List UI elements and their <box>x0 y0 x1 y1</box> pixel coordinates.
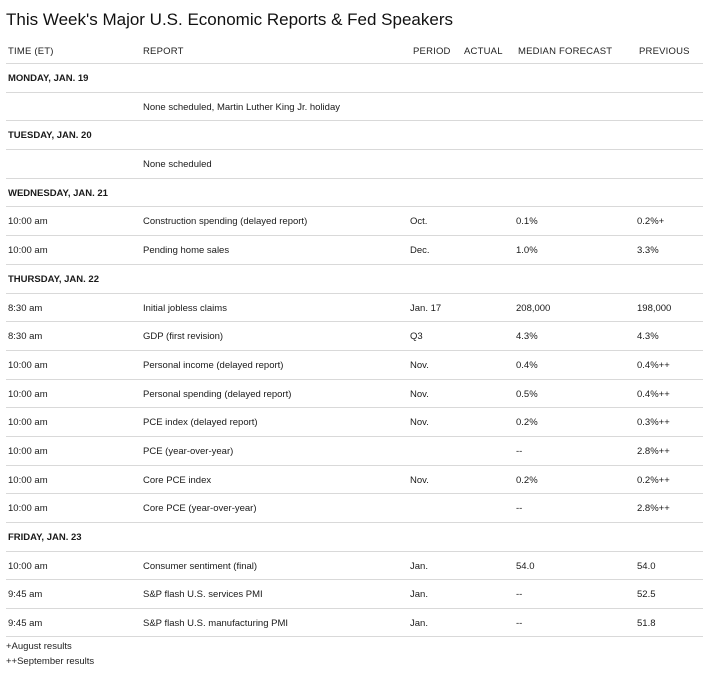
cell-time: 9:45 am <box>8 618 43 630</box>
day-header-row <box>6 178 703 207</box>
cell-period: Nov. <box>410 359 429 371</box>
table-row <box>6 206 703 235</box>
cell-time: 8:30 am <box>8 302 43 314</box>
cell-time: 10:00 am <box>8 388 48 400</box>
cell-period: Oct. <box>410 216 428 228</box>
day-header-row <box>6 63 703 92</box>
cell-time: 9:45 am <box>8 589 43 601</box>
cell-report: None scheduled <box>143 159 212 171</box>
cell-previous: 52.5 <box>637 589 656 601</box>
cell-report: PCE (year-over-year) <box>143 445 234 457</box>
page-title: This Week's Major U.S. Economic Reports & Fed Speakers <box>6 10 453 29</box>
table-row <box>6 465 703 494</box>
cell-median-forecast: 0.5% <box>516 388 538 400</box>
cell-median-forecast: 208,000 <box>516 302 551 314</box>
cell-time: 8:30 am <box>8 331 43 343</box>
cell-median-forecast: -- <box>516 589 523 601</box>
cell-time: 10:00 am <box>8 560 48 572</box>
cell-report: PCE index (delayed report) <box>143 417 258 429</box>
table-row <box>6 293 703 322</box>
cell-median-forecast: 0.1% <box>516 216 538 228</box>
day-header-row <box>6 522 703 551</box>
cell-period: Jan. <box>410 589 428 601</box>
cell-previous: 0.2%++ <box>637 474 670 486</box>
footnote: +August results <box>6 641 72 652</box>
day-label: THURSDAY, JAN. 22 <box>8 273 99 285</box>
cell-median-forecast: 1.0% <box>516 245 538 257</box>
cell-report: S&P flash U.S. manufacturing PMI <box>143 618 289 630</box>
cell-report: Personal spending (delayed report) <box>143 388 292 400</box>
table-row <box>6 321 703 350</box>
table-row <box>6 350 703 379</box>
cell-time: 10:00 am <box>8 359 48 371</box>
cell-previous: 2.8%++ <box>637 445 670 457</box>
table-row <box>6 407 703 436</box>
cell-period: Nov. <box>410 388 429 400</box>
cell-time: 10:00 am <box>8 417 48 429</box>
footnotes <box>6 639 94 669</box>
cell-period: Nov. <box>410 474 429 486</box>
table-row <box>6 235 703 264</box>
cell-previous: 3.3% <box>637 245 659 257</box>
table-row <box>6 608 703 637</box>
cell-median-forecast: 0.2% <box>516 474 538 486</box>
table-row <box>6 149 703 178</box>
cell-time: 10:00 am <box>8 503 48 515</box>
cell-previous: 2.8%++ <box>637 503 670 515</box>
cell-previous: 0.4%++ <box>637 359 670 371</box>
cell-median-forecast: 54.0 <box>516 560 535 572</box>
cell-median-forecast: -- <box>516 503 523 515</box>
cell-report: Personal income (delayed report) <box>143 359 284 371</box>
day-header-row <box>6 264 703 293</box>
cell-time: 10:00 am <box>8 245 48 257</box>
cell-previous: 0.4%++ <box>637 388 670 400</box>
cell-report: Pending home sales <box>143 245 230 257</box>
table-row <box>6 436 703 465</box>
cell-period: Jan. <box>410 560 428 572</box>
column-header-actual: ACTUAL <box>464 46 503 57</box>
table-header <box>0 46 720 62</box>
day-header-row <box>6 120 703 149</box>
day-label: MONDAY, JAN. 19 <box>8 73 89 84</box>
cell-previous: 54.0 <box>637 560 656 572</box>
day-label: FRIDAY, JAN. 23 <box>8 532 82 543</box>
cell-period: Jan. <box>410 618 428 630</box>
cell-previous: 0.3%++ <box>637 417 670 429</box>
table-row <box>6 551 703 580</box>
cell-report: Construction spending (delayed report) <box>143 216 308 228</box>
reports-table <box>6 63 703 637</box>
column-header-median-forecast: MEDIAN FORECAST <box>518 46 613 57</box>
day-label: WEDNESDAY, JAN. 21 <box>8 187 108 199</box>
cell-report: Consumer sentiment (final) <box>143 560 258 572</box>
cell-period: Nov. <box>410 417 429 429</box>
column-header-report: REPORT <box>143 46 184 57</box>
column-header-period: PERIOD <box>413 46 451 57</box>
cell-time: 10:00 am <box>8 445 48 457</box>
cell-report: None scheduled, Martin Luther King Jr. holiday <box>143 101 340 113</box>
cell-report: Core PCE (year-over-year) <box>143 503 257 515</box>
cell-median-forecast: 0.2% <box>516 417 538 429</box>
cell-period: Q3 <box>410 331 423 343</box>
column-header-time: TIME (ET) <box>8 46 54 57</box>
footnote: ++September results <box>6 656 95 667</box>
cell-report: GDP (first revision) <box>143 331 224 343</box>
cell-previous: 51.8 <box>637 618 656 630</box>
cell-report: S&P flash U.S. services PMI <box>143 589 263 601</box>
table-row <box>6 379 703 408</box>
cell-median-forecast: 4.3% <box>516 331 538 343</box>
table-row <box>6 92 703 121</box>
cell-median-forecast: -- <box>516 618 523 630</box>
cell-time: 10:00 am <box>8 474 48 486</box>
cell-previous: 198,000 <box>637 302 672 314</box>
cell-previous: 4.3% <box>637 331 659 343</box>
cell-report: Initial jobless claims <box>143 302 227 314</box>
table-row <box>6 493 703 522</box>
table-row <box>6 579 703 608</box>
cell-median-forecast: -- <box>516 445 523 457</box>
cell-median-forecast: 0.4% <box>516 359 538 371</box>
cell-period: Dec. <box>410 245 430 257</box>
cell-previous: 0.2%+ <box>637 216 665 228</box>
cell-time: 10:00 am <box>8 216 48 228</box>
column-header-previous: PREVIOUS <box>639 46 690 57</box>
cell-period: Jan. 17 <box>410 302 442 314</box>
cell-report: Core PCE index <box>143 474 212 486</box>
day-label: TUESDAY, JAN. 20 <box>8 130 92 142</box>
